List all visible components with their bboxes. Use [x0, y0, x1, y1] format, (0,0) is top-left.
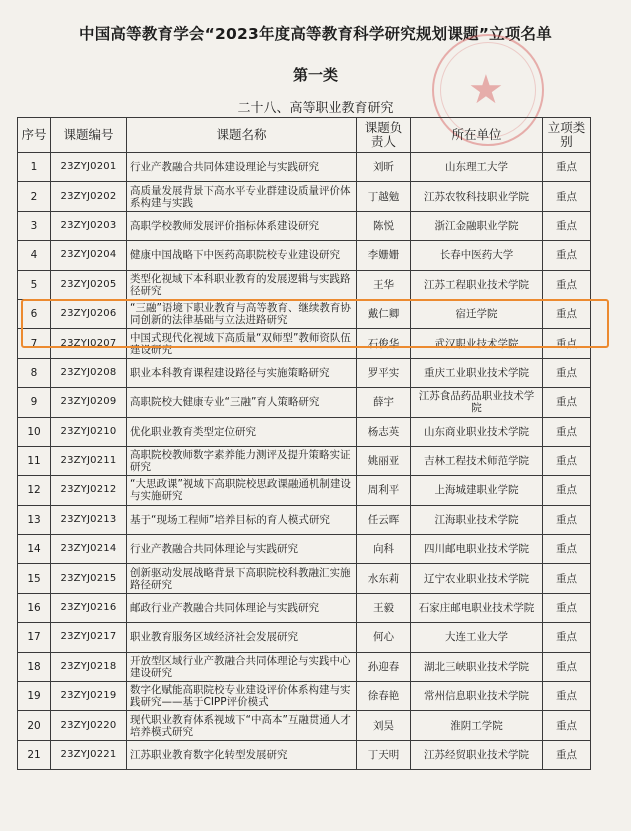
cell-index: 19 — [18, 682, 51, 711]
header-category: 立项类别 — [543, 118, 591, 153]
table-row — [18, 711, 591, 740]
cell-name: 优化职业教育类型定位研究 — [127, 417, 357, 446]
table-row — [18, 299, 591, 328]
table-row — [18, 211, 591, 240]
cell-lead: 戴仁卿 — [357, 299, 411, 328]
cell-category: 重点 — [543, 182, 591, 211]
cell-category: 重点 — [543, 153, 591, 182]
cell-index: 7 — [18, 329, 51, 358]
table-row — [18, 682, 591, 711]
cell-unit: 湖北三峡职业技术学院 — [411, 652, 543, 681]
cell-index: 1 — [18, 153, 51, 182]
cell-name: 高职学校教师发展评价指标体系建设研究 — [127, 211, 357, 240]
cell-lead: 徐春艳 — [357, 682, 411, 711]
cell-code: 23ZYJ0205 — [51, 270, 127, 299]
cell-name: 基于“现场工程师”培养目标的育人模式研究 — [127, 505, 357, 534]
cell-code: 23ZYJ0204 — [51, 241, 127, 270]
table-row — [18, 446, 591, 475]
header-lead: 课题负责人 — [357, 118, 411, 153]
cell-unit: 江苏工程职业技术学院 — [411, 270, 543, 299]
cell-code: 23ZYJ0217 — [51, 623, 127, 652]
cell-category: 重点 — [543, 740, 591, 769]
cell-lead: 刘昊 — [357, 711, 411, 740]
cell-lead: 水东莉 — [357, 564, 411, 593]
cell-index: 13 — [18, 505, 51, 534]
cell-name: 职业教育服务区域经济社会发展研究 — [127, 623, 357, 652]
table-row — [18, 358, 591, 387]
cell-category: 重点 — [543, 535, 591, 564]
table-row — [18, 270, 591, 299]
cell-lead: 孙迎春 — [357, 652, 411, 681]
cell-category: 重点 — [543, 446, 591, 475]
cell-unit: 山东理工大学 — [411, 153, 543, 182]
table-row — [18, 740, 591, 769]
cell-code: 23ZYJ0216 — [51, 593, 127, 622]
document-title: 中国高等教育学会“2023年度高等教育科学研究规划课题”立项名单 — [79, 25, 552, 43]
cell-index: 16 — [18, 593, 51, 622]
section-heading: 二十八、高等职业教育研究 — [237, 101, 394, 116]
cell-index: 3 — [18, 211, 51, 240]
cell-unit: 宿迁学院 — [411, 299, 543, 328]
cell-name: 开放型区域行业产教融合共同体理论与实践中心建设研究 — [127, 652, 357, 681]
cell-category: 重点 — [543, 564, 591, 593]
cell-lead: 刘昕 — [357, 153, 411, 182]
cell-category: 重点 — [543, 505, 591, 534]
cell-code: 23ZYJ0206 — [51, 299, 127, 328]
table-row — [18, 329, 591, 358]
cell-lead: 任云晖 — [357, 505, 411, 534]
cell-code: 23ZYJ0202 — [51, 182, 127, 211]
cell-index: 9 — [18, 388, 51, 417]
cell-lead: 罗平实 — [357, 358, 411, 387]
cell-lead: 杨志英 — [357, 417, 411, 446]
table-row — [18, 623, 591, 652]
cell-name: 高质量发展背景下高水平专业群建设质量评价体系构建与实践 — [127, 182, 357, 211]
cell-category: 重点 — [543, 299, 591, 328]
header-name: 课题名称 — [127, 118, 357, 153]
table-row — [18, 388, 591, 417]
cell-unit: 吉林工程技术师范学院 — [411, 446, 543, 475]
table-row — [18, 476, 591, 505]
table-row — [18, 505, 591, 534]
cell-index: 5 — [18, 270, 51, 299]
cell-code: 23ZYJ0218 — [51, 652, 127, 681]
cell-code: 23ZYJ0212 — [51, 476, 127, 505]
cell-name: 行业产教融合共同体建设理论与实践研究 — [127, 153, 357, 182]
cell-name: 江苏职业教育数字化转型发展研究 — [127, 740, 357, 769]
cell-category: 重点 — [543, 476, 591, 505]
cell-name: 职业本科教育课程建设路径与实施策略研究 — [127, 358, 357, 387]
cell-code: 23ZYJ0219 — [51, 682, 127, 711]
cell-name: 数字化赋能高职院校专业建设评价体系构建与实践研究——基于CIPP评价模式 — [127, 682, 357, 711]
cell-unit: 石家庄邮电职业技术学院 — [411, 593, 543, 622]
cell-index: 14 — [18, 535, 51, 564]
cell-unit: 上海城建职业学院 — [411, 476, 543, 505]
cell-lead: 何心 — [357, 623, 411, 652]
cell-category: 重点 — [543, 417, 591, 446]
cell-name: 中国式现代化视域下高质量“双师型”教师资队伍建设研究 — [127, 329, 357, 358]
cell-lead: 丁越勉 — [357, 182, 411, 211]
cell-category: 重点 — [543, 241, 591, 270]
cell-index: 2 — [18, 182, 51, 211]
cell-category: 重点 — [543, 388, 591, 417]
table-header-row — [18, 118, 591, 153]
cell-category: 重点 — [543, 623, 591, 652]
cell-index: 12 — [18, 476, 51, 505]
cell-index: 17 — [18, 623, 51, 652]
cell-index: 20 — [18, 711, 51, 740]
table-row — [18, 535, 591, 564]
cell-unit: 常州信息职业技术学院 — [411, 682, 543, 711]
cell-code: 23ZYJ0203 — [51, 211, 127, 240]
header-index: 序号 — [18, 118, 51, 153]
cell-index: 10 — [18, 417, 51, 446]
cell-unit: 江苏农牧科技职业学院 — [411, 182, 543, 211]
cell-category: 重点 — [543, 358, 591, 387]
cell-category: 重点 — [543, 329, 591, 358]
table-row — [18, 153, 591, 182]
header-code: 课题编号 — [51, 118, 127, 153]
cell-lead: 石俊华 — [357, 329, 411, 358]
cell-category: 重点 — [543, 652, 591, 681]
cell-name: “大思政课”视域下高职院校思政课融通机制建设与实施研究 — [127, 476, 357, 505]
cell-lead: 陈悦 — [357, 211, 411, 240]
cell-name: 类型化视域下本科职业教育的发展逻辑与实践路径研究 — [127, 270, 357, 299]
cell-index: 21 — [18, 740, 51, 769]
cell-unit: 浙江金融职业学院 — [411, 211, 543, 240]
cell-code: 23ZYJ0220 — [51, 711, 127, 740]
cell-index: 18 — [18, 652, 51, 681]
cell-code: 23ZYJ0215 — [51, 564, 127, 593]
cell-unit: 江苏食品药品职业技术学院 — [411, 388, 543, 417]
cell-index: 4 — [18, 241, 51, 270]
cell-category: 重点 — [543, 682, 591, 711]
cell-name: 邮政行业产教融合共同体理论与实践研究 — [127, 593, 357, 622]
cell-unit: 大连工业大学 — [411, 623, 543, 652]
cell-lead: 周利平 — [357, 476, 411, 505]
cell-unit: 四川邮电职业技术学院 — [411, 535, 543, 564]
cell-unit: 辽宁农业职业技术学院 — [411, 564, 543, 593]
cell-category: 重点 — [543, 711, 591, 740]
cell-name: “三融”语境下职业教育与高等教育、继续教育协同创新的法律基础与立法进路研究 — [127, 299, 357, 328]
cell-category: 重点 — [543, 593, 591, 622]
cell-lead: 薛宇 — [357, 388, 411, 417]
table-row — [18, 182, 591, 211]
cell-unit: 长春中医药大学 — [411, 241, 543, 270]
cell-index: 15 — [18, 564, 51, 593]
cell-unit: 武汉职业技术学院 — [411, 329, 543, 358]
cell-code: 23ZYJ0211 — [51, 446, 127, 475]
cell-name: 高职院校大健康专业“三融”育人策略研究 — [127, 388, 357, 417]
cell-index: 6 — [18, 299, 51, 328]
cell-name: 现代职业教育体系视域下“中高本”互融贯通人才培养模式研究 — [127, 711, 357, 740]
cell-name: 高职院校教师数字素养能力测评及提升策略实证研究 — [127, 446, 357, 475]
cell-code: 23ZYJ0210 — [51, 417, 127, 446]
seal-star-icon: ★ — [468, 67, 504, 113]
cell-code: 23ZYJ0207 — [51, 329, 127, 358]
table-row — [18, 593, 591, 622]
cell-code: 23ZYJ0214 — [51, 535, 127, 564]
cell-lead: 王毅 — [357, 593, 411, 622]
cell-code: 23ZYJ0208 — [51, 358, 127, 387]
cell-category: 重点 — [543, 270, 591, 299]
cell-code: 23ZYJ0221 — [51, 740, 127, 769]
cell-name: 健康中国战略下中医药高职院校专业建设研究 — [127, 241, 357, 270]
cell-index: 8 — [18, 358, 51, 387]
project-table — [17, 117, 591, 770]
cell-lead: 丁天明 — [357, 740, 411, 769]
cell-unit: 淮阴工学院 — [411, 711, 543, 740]
table-row — [18, 417, 591, 446]
cell-lead: 王华 — [357, 270, 411, 299]
cell-unit: 山东商业职业技术学院 — [411, 417, 543, 446]
cell-lead: 向科 — [357, 535, 411, 564]
cell-category: 重点 — [543, 211, 591, 240]
cell-code: 23ZYJ0213 — [51, 505, 127, 534]
cell-lead: 李姗姗 — [357, 241, 411, 270]
table-row — [18, 241, 591, 270]
cell-code: 23ZYJ0201 — [51, 153, 127, 182]
cell-code: 23ZYJ0209 — [51, 388, 127, 417]
cell-unit: 江海职业技术学院 — [411, 505, 543, 534]
cell-index: 11 — [18, 446, 51, 475]
cell-unit: 重庆工业职业技术学院 — [411, 358, 543, 387]
header-unit: 所在单位 — [411, 118, 543, 153]
cell-name: 行业产教融合共同体理论与实践研究 — [127, 535, 357, 564]
cell-unit: 江苏经贸职业技术学院 — [411, 740, 543, 769]
table-row — [18, 652, 591, 681]
cell-name: 创新驱动发展战略背景下高职院校科教融汇实施路径研究 — [127, 564, 357, 593]
category-heading: 第一类 — [292, 66, 338, 84]
cell-lead: 姚丽亚 — [357, 446, 411, 475]
table-row — [18, 564, 591, 593]
